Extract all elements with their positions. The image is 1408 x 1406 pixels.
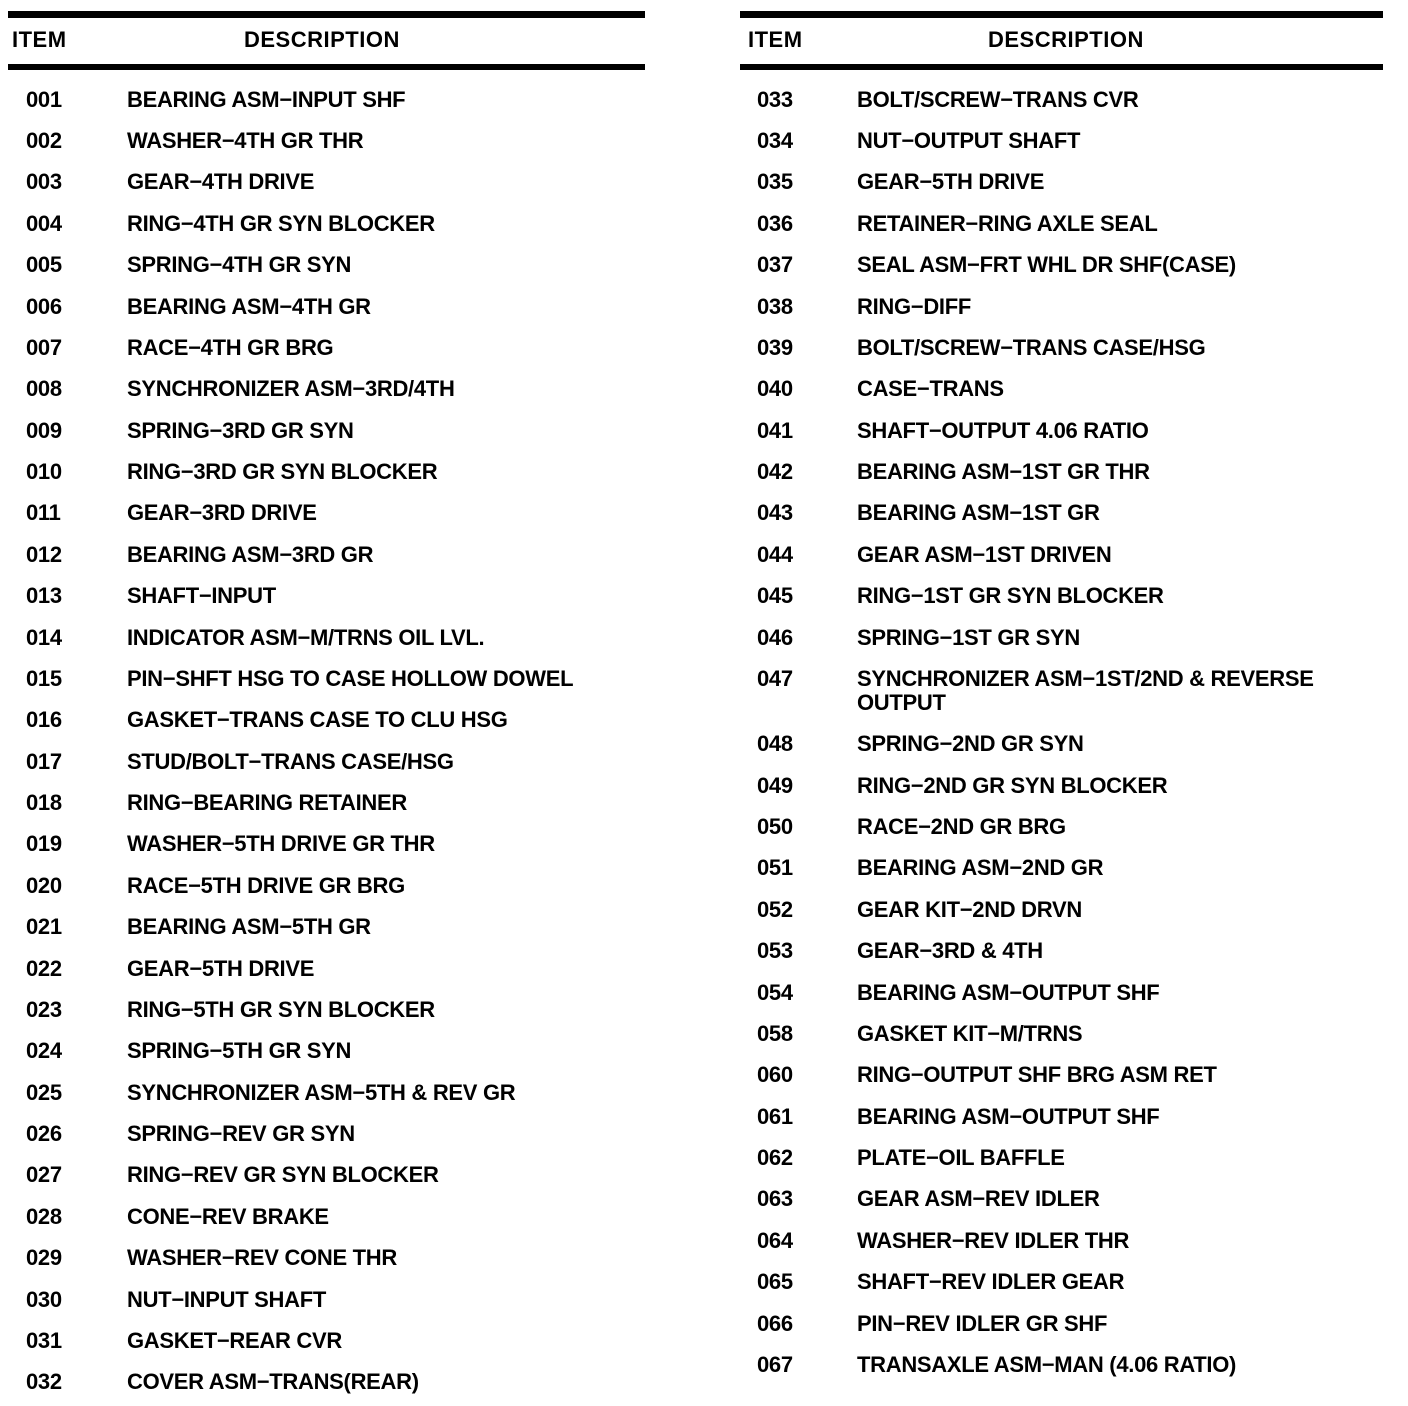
item-description: INDICATOR ASM−M/TRNS OIL LVL. [127,624,485,650]
item-description: WASHER−REV CONE THR [127,1245,397,1271]
item-number: 013 [26,583,62,609]
item-description: RACE−2ND GR BRG [857,814,1066,840]
column-header-description: DESCRIPTION [244,27,400,52]
item-number: 047 [757,665,793,691]
item-number: 009 [26,417,62,443]
item-number: 063 [757,1186,793,1212]
item-number: 024 [26,1038,62,1064]
table-row [8,410,645,451]
item-number: 017 [26,748,62,774]
item-description: BEARING ASM−1ST GR [857,500,1100,526]
table-row [8,907,645,948]
item-number: 052 [757,896,793,922]
item-number: 003 [26,169,62,195]
item-description: RING−1ST GR SYN BLOCKER [857,583,1164,609]
table-row [8,534,645,575]
table-rows [740,79,1383,1386]
item-description: CONE−REV BRAKE [127,1203,329,1229]
table-row [740,1013,1383,1054]
item-description: GEAR KIT−2ND DRVN [857,896,1082,922]
item-description: BEARING ASM−3RD GR [127,541,374,567]
table-row [740,1179,1383,1220]
item-number: 019 [26,831,62,857]
item-number: 025 [26,1079,62,1105]
item-number: 006 [26,293,62,319]
table-row [8,1279,645,1320]
item-description: RETAINER−RING AXLE SEAL [857,210,1158,236]
item-description: WASHER−REV IDLER THR [857,1227,1130,1253]
item-description: RING−3RD GR SYN BLOCKER [127,459,438,485]
item-description: GASKET KIT−M/TRNS [857,1020,1083,1046]
table-row [740,931,1383,972]
item-number: 012 [26,541,62,567]
item-number: 029 [26,1245,62,1271]
item-description: RACE−4TH GR BRG [127,334,334,360]
table-row [8,658,645,699]
item-number: 023 [26,996,62,1022]
item-description: SPRING−3RD GR SYN [127,417,354,443]
item-number: 058 [757,1020,793,1046]
item-description: GEAR ASM−REV IDLER [857,1186,1100,1212]
table-row [740,1137,1383,1178]
table-row [8,1072,645,1113]
item-number: 026 [26,1121,62,1147]
column-header-item: ITEM [12,27,67,52]
table-row [740,576,1383,617]
item-number: 050 [757,814,793,840]
item-description: SYNCHRONIZER ASM−3RD/4TH [127,376,455,402]
item-description: PIN−SHFT HSG TO CASE HOLLOW DOWEL [127,665,574,691]
item-number: 028 [26,1203,62,1229]
table-row [740,493,1383,534]
item-description: RING−DIFF [857,293,972,319]
table-row [8,162,645,203]
item-description: SPRING−REV GR SYN [127,1121,355,1147]
item-description: PIN−REV IDLER GR SHF [857,1310,1108,1336]
item-number: 001 [26,86,62,112]
item-number: 031 [26,1327,62,1353]
table-row [740,1344,1383,1385]
item-description: BEARING ASM−INPUT SHF [127,86,406,112]
item-number: 033 [757,86,793,112]
table-row [740,203,1383,244]
item-description: SEAL ASM−FRT WHL DR SHF(CASE) [857,252,1236,278]
table-row [8,203,645,244]
table-row [8,1031,645,1072]
item-number: 039 [757,334,793,360]
table-row [8,865,645,906]
table-row [740,1055,1383,1096]
item-description: GASKET−TRANS CASE TO CLU HSG [127,707,508,733]
item-number: 037 [757,252,793,278]
item-number: 002 [26,128,62,154]
table-row [8,782,645,823]
item-description: BOLT/SCREW−TRANS CVR [857,86,1139,112]
table-row [8,617,645,658]
item-description: RING−BEARING RETAINER [127,790,407,816]
item-description: BEARING ASM−5TH GR [127,914,371,940]
item-description: GEAR−3RD DRIVE [127,500,317,526]
header-rule-top [8,11,645,18]
item-number: 054 [757,979,793,1005]
item-number: 010 [26,459,62,485]
item-number: 066 [757,1310,793,1336]
table-row [8,245,645,286]
item-description: BEARING ASM−OUTPUT SHF [857,979,1160,1005]
item-description: RING−5TH GR SYN BLOCKER [127,996,435,1022]
item-number: 032 [26,1369,62,1395]
item-number: 014 [26,624,62,650]
table-row [8,824,645,865]
item-number: 038 [757,293,793,319]
item-number: 016 [26,707,62,733]
table-row [8,948,645,989]
item-description: NUT−INPUT SHAFT [127,1286,327,1312]
item-description: BEARING ASM−OUTPUT SHF [857,1103,1160,1129]
item-description: SPRING−2ND GR SYN [857,731,1084,757]
table-row [740,765,1383,806]
item-number: 053 [757,938,793,964]
item-description: SPRING−5TH GR SYN [127,1038,352,1064]
item-description: GEAR−3RD & 4TH [857,938,1043,964]
header-rule-bottom [740,64,1383,70]
item-number: 004 [26,210,62,236]
item-description: SHAFT−REV IDLER GEAR [857,1269,1125,1295]
table-row [740,889,1383,930]
table-row [8,1362,645,1403]
table-row [8,1196,645,1237]
item-description: SHAFT−OUTPUT 4.06 RATIO [857,417,1149,443]
item-number: 045 [757,583,793,609]
item-number: 042 [757,459,793,485]
item-description: RING−2ND GR SYN BLOCKER [857,772,1168,798]
item-number: 035 [757,169,793,195]
item-number: 044 [757,541,793,567]
table-row [8,451,645,492]
item-number: 064 [757,1227,793,1253]
item-number: 015 [26,665,62,691]
item-number: 027 [26,1162,62,1188]
table-row [740,369,1383,410]
item-number: 049 [757,772,793,798]
column-header-item: ITEM [748,27,803,52]
item-description: COVER ASM−TRANS(REAR) [127,1369,419,1395]
item-number: 030 [26,1286,62,1312]
item-description: TRANSAXLE ASM−MAN (4.06 RATIO) [857,1351,1237,1377]
item-description: BEARING ASM−1ST GR THR [857,459,1150,485]
table-row [740,724,1383,765]
table-row [8,1155,645,1196]
table-row [8,120,645,161]
item-description: SYNCHRONIZER ASM−5TH & REV GR [127,1079,516,1105]
item-description: RING−OUTPUT SHF BRG ASM RET [857,1062,1217,1088]
table-row [740,534,1383,575]
item-description: WASHER−5TH DRIVE GR THR [127,831,435,857]
table-row [740,327,1383,368]
item-description: GEAR−4TH DRIVE [127,169,315,195]
table-row [740,451,1383,492]
item-description: GASKET−REAR CVR [127,1327,342,1353]
item-number: 022 [26,955,62,981]
table-row [740,162,1383,203]
table-row [740,1220,1383,1261]
item-number: 048 [757,731,793,757]
table-row [8,327,645,368]
table-row [740,1096,1383,1137]
item-number: 065 [757,1269,793,1295]
table-row [8,1113,645,1154]
column-header-description: DESCRIPTION [988,27,1144,52]
item-number: 005 [26,252,62,278]
item-description: RACE−5TH DRIVE GR BRG [127,872,405,898]
item-description: NUT−OUTPUT SHAFT [857,128,1081,154]
table-row [8,741,645,782]
item-description: SPRING−4TH GR SYN [127,252,352,278]
item-description: SPRING−1ST GR SYN [857,624,1080,650]
table-rows [8,79,645,1403]
item-number: 020 [26,872,62,898]
table-row [740,245,1383,286]
item-number: 036 [757,210,793,236]
table-row [8,286,645,327]
item-description: RING−4TH GR SYN BLOCKER [127,210,435,236]
table-row [8,989,645,1030]
table-row [8,700,645,741]
table-row [740,120,1383,161]
item-number: 043 [757,500,793,526]
item-number: 034 [757,128,793,154]
item-description: STUD/BOLT−TRANS CASE/HSG [127,748,454,774]
item-number: 008 [26,376,62,402]
item-number: 007 [26,334,62,360]
item-number: 061 [757,1103,793,1129]
item-description: BOLT/SCREW−TRANS CASE/HSG [857,334,1206,360]
table-row [740,658,1383,723]
item-description: GEAR−5TH DRIVE [857,169,1045,195]
item-description: WASHER−4TH GR THR [127,128,364,154]
table-row [740,617,1383,658]
item-description: BEARING ASM−4TH GR [127,293,371,319]
table-row [8,576,645,617]
item-number: 041 [757,417,793,443]
table-row [740,79,1383,120]
item-number: 067 [757,1351,793,1377]
item-description: GEAR−5TH DRIVE [127,955,315,981]
item-description: SHAFT−INPUT [127,583,276,609]
item-number: 011 [26,500,61,526]
header-rule-bottom [8,64,645,70]
item-number: 062 [757,1145,793,1171]
table-row [740,1262,1383,1303]
item-description: GEAR ASM−1ST DRIVEN [857,541,1112,567]
item-description: RING−REV GR SYN BLOCKER [127,1162,439,1188]
table-row [8,493,645,534]
table-row [740,410,1383,451]
item-description: CASE−TRANS [857,376,1004,402]
table-row [8,79,645,120]
table-row [740,1303,1383,1344]
item-number: 051 [757,855,793,881]
item-number: 018 [26,790,62,816]
table-row [8,1238,645,1279]
item-number: 046 [757,624,793,650]
item-number: 021 [26,914,62,940]
item-description: BEARING ASM−2ND GR [857,855,1104,881]
item-description: PLATE−OIL BAFFLE [857,1145,1065,1171]
table-row [740,286,1383,327]
table-row [740,972,1383,1013]
item-number: 060 [757,1062,793,1088]
table-row [740,806,1383,847]
header-rule-top [740,11,1383,18]
table-row [8,369,645,410]
item-description: SYNCHRONIZER ASM−1ST/2ND & REVERSE OUTPUT [857,665,1314,715]
table-row [740,848,1383,889]
item-number: 040 [757,376,793,402]
table-row [8,1320,645,1361]
